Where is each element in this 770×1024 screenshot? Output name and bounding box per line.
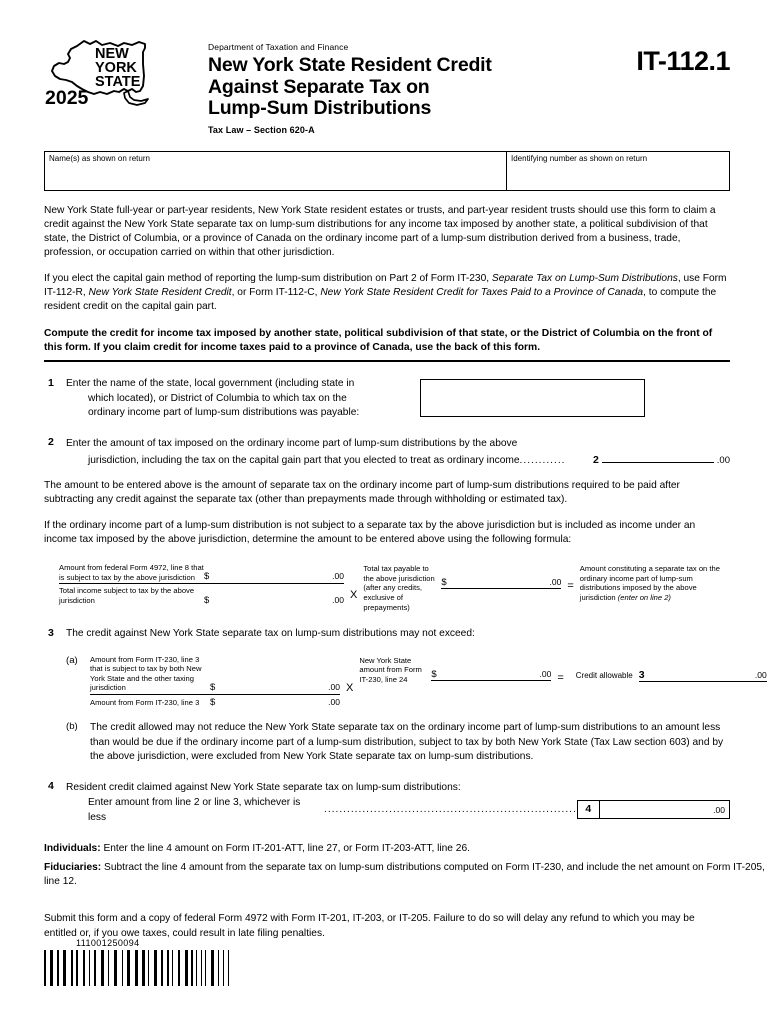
formula-2-numerator-label: Amount from Form IT-230, line 3 that is subject to tax by both New York State and the other taxing jurisdiction bbox=[90, 654, 202, 693]
line-2-input[interactable] bbox=[602, 451, 714, 463]
barcode-area bbox=[44, 938, 232, 986]
line-3-text: The credit against New York State separate tax on lump-sum distributions may not exceed: bbox=[66, 628, 475, 640]
formula-2-denominator-dollar: $ bbox=[210, 697, 216, 709]
individuals-text: Enter the line 4 amount on Form IT-201-ATT, line 27, or Form IT-203-ATT, line 26. bbox=[100, 842, 470, 854]
line-4-index: 4 bbox=[578, 801, 600, 818]
formula-1-multiply-sign: X bbox=[350, 588, 358, 601]
fiduciaries-label: Fiduciaries: bbox=[44, 861, 102, 873]
line-3 bbox=[44, 627, 730, 642]
line-3b bbox=[44, 721, 730, 765]
line-4-text-row-2: Enter amount from line 2 or line 3, whichever is less bbox=[88, 796, 301, 823]
line-3-number: 3 bbox=[48, 627, 54, 640]
intro-p2-italic-1: Separate Tax on Lump-Sum Distributions bbox=[491, 272, 678, 284]
line-4-number: 4 bbox=[48, 779, 54, 792]
form-header bbox=[0, 0, 770, 135]
formula-2-equals-sign: = bbox=[557, 671, 564, 684]
intro-p2-part-d: , to compute the resident credit on the capital gain part. bbox=[44, 286, 717, 313]
formula-2-numerator-dollar: $ bbox=[210, 682, 216, 694]
line-3b-marker: (b) bbox=[66, 721, 78, 733]
ny-state-outline-icon bbox=[44, 34, 166, 116]
intro-paragraph-1: New York State full-year or part-year residents, New York State resident estates or trusts, and part-year resident trusts should use this form to claim a credit against the New York State separate tax on lump-sum distributions for any income tax imposed by another state, a political subdivision of that state, the District of Columbia, or a province of Canada on the ordinary income part of a lump-sum distribution derived from a business, trade, profession, or occupation carried on within that other jurisdiction. bbox=[44, 204, 716, 259]
tax-law-citation: Tax Law – Section 620-A bbox=[208, 124, 315, 135]
department-label: Department of Taxation and Finance bbox=[208, 42, 349, 52]
individuals-label: Individuals: bbox=[44, 842, 101, 854]
fiduciaries-note bbox=[44, 861, 770, 891]
section-divider bbox=[44, 360, 730, 362]
formula-2-middle-dollar: $ bbox=[431, 668, 437, 680]
line-1-text bbox=[66, 377, 396, 421]
identifying-number-field[interactable] bbox=[507, 152, 729, 190]
formula-2-middle-label: New York State amount from Form IT-230, line 24 bbox=[359, 655, 422, 684]
line-1-number: 1 bbox=[48, 377, 54, 390]
line-2-index: 2 bbox=[592, 453, 599, 466]
intro-p2-italic-2: New York State Resident Credit bbox=[88, 286, 232, 298]
barcode-image bbox=[44, 950, 232, 986]
formula-1-numerator-cents: .00 bbox=[332, 571, 344, 582]
formula-1-result-italic: (enter on line 2) bbox=[617, 592, 671, 602]
intro-p2-part-c: , or Form IT-112-C, bbox=[231, 286, 321, 298]
formula-2-denominator-label: Amount from Form IT-230, line 3 bbox=[90, 698, 200, 708]
logo-new-text: NEW bbox=[95, 46, 129, 62]
formula-2-denominator-cents: .00 bbox=[328, 697, 340, 708]
logo-york-text: YORK bbox=[95, 60, 137, 76]
form-title-line-1: New York State Resident Credit bbox=[208, 54, 492, 76]
line-3a bbox=[44, 654, 767, 709]
formula-line-2 bbox=[44, 563, 730, 612]
intro-p2-part-a: If you elect the capital gain method of reporting the lump-sum distribution on Part 2 of Form IT-230, bbox=[44, 272, 492, 284]
formula-1-numerator-label: Amount from federal Form 4972, line 8 that is subject to tax by the above jurisdiction bbox=[59, 563, 204, 582]
line-4-text-row-1: Resident credit claimed against New York State separate tax on lump-sum distributions: bbox=[66, 781, 461, 793]
formula-1-middle-label: Total tax payable to the above jurisdiction (after any credits, exclusive of prepayments) bbox=[363, 564, 435, 612]
formula-1-result-label bbox=[580, 563, 730, 602]
line-4-input[interactable]: .00 bbox=[713, 804, 725, 815]
formula-1-fraction bbox=[59, 563, 344, 605]
logo-state-text: STATE bbox=[95, 74, 141, 90]
form-title-block bbox=[166, 34, 560, 135]
line-2-leader-dots: ............ bbox=[519, 454, 566, 466]
line-1-text-row-2: which located), or District of Columbia to which tax on the bbox=[88, 392, 347, 404]
line-3a-marker: (a) bbox=[66, 654, 78, 666]
form-title-line-2: Against Separate Tax on bbox=[208, 75, 430, 98]
name-field-label: Name(s) as shown on return bbox=[49, 153, 150, 163]
line-2-number: 2 bbox=[48, 435, 54, 448]
formula-1-denominator-label: Total income subject to tax by the above jurisdiction bbox=[59, 586, 195, 605]
formula-1-fraction-bar bbox=[59, 583, 344, 584]
new-york-state-logo bbox=[44, 34, 166, 116]
formula-2-middle-cents: .00 bbox=[539, 668, 552, 679]
identifying-number-label: Identifying number as shown on return bbox=[511, 153, 648, 163]
line-3-index: 3 bbox=[638, 668, 645, 681]
logo-year-text: 2025 bbox=[45, 87, 89, 109]
line-4-leader-dots: .................................................................. bbox=[324, 804, 577, 816]
intro-p2-italic-3: New York State Resident Credit for Taxes Paid to a Province of Canada bbox=[320, 286, 644, 298]
form-title-line-3: Lump-Sum Distributions bbox=[208, 97, 432, 119]
formula-1-denominator-dollar: $ bbox=[204, 594, 210, 606]
form-body bbox=[0, 204, 770, 825]
fiduciaries-text: Subtract the line 4 amount from the separate tax on lump-sum distributions computed on Form IT-230, and include the net amount on Form IT-205, line 12. bbox=[44, 861, 765, 888]
formula-2-fraction-bar bbox=[90, 694, 340, 695]
line-1 bbox=[44, 377, 730, 421]
submit-instructions: Submit this form and a copy of federal Form 4972 with Form IT-201, IT-203, or IT-205. Failure to do so will delay any refund to which you may be entitled or, if you owe taxes, could result in late filing penalties. bbox=[44, 913, 695, 939]
form-title bbox=[208, 55, 560, 120]
intro-p2-part-b: , use Form IT-112-R, bbox=[44, 272, 727, 298]
form-number: IT-112.1 bbox=[636, 46, 730, 76]
line-2-note-2: If the ordinary income part of a lump-sum distribution is not subject to a separate tax by the above jurisdiction but is included as income under an income tax imposed by the above jurisdiction, determine the amount to be entered above using the following formula: bbox=[44, 519, 696, 545]
barcode-number: 111001250094 bbox=[76, 938, 140, 948]
compute-credit-note: Compute the credit for income tax imposed by another state, political subdivision of that state, or the District of Columbia on the front of this form. If you claim credit for income taxes paid to a province of Canada, use the back of this form. bbox=[44, 327, 713, 353]
line-4 bbox=[44, 780, 730, 825]
name-field[interactable] bbox=[45, 152, 507, 190]
formula-line-3a bbox=[90, 655, 767, 708]
credit-allowable-label: Credit allowable bbox=[575, 670, 633, 680]
footnotes bbox=[0, 842, 770, 890]
identity-box bbox=[44, 151, 730, 191]
line-2-text-row-1: Enter the amount of tax imposed on the ordinary income part of lump-sum distributions by the above bbox=[66, 437, 518, 449]
formula-2-multiply-sign: X bbox=[346, 682, 354, 695]
line-2 bbox=[44, 436, 730, 468]
line-4-field[interactable] bbox=[577, 800, 730, 819]
line-2-note-1: The amount to be entered above is the amount of separate tax on the ordinary income part of lump-sum distributions required to be paid after subtracting any credit against the separate tax (other than prepayments made through withholding or estimated tax). bbox=[44, 479, 680, 506]
formula-1-numerator-dollar: $ bbox=[204, 571, 210, 583]
formula-1-denominator-cents: .00 bbox=[332, 594, 344, 605]
formula-1-middle-dollar: $ bbox=[441, 577, 447, 589]
line-3b-text: The credit allowed may not reduce the New York State separate tax on the ordinary income part of lump-sum distributions to an amount less than would be due if the ordinary income part of a lump-sum distribution, subject to tax by both New York State (Tax Law section 603) and by the above jurisdiction, were excluded from New York State separate tax on lump-sum distributions. bbox=[90, 722, 724, 763]
line-1-input[interactable] bbox=[420, 379, 645, 417]
line-1-text-row-3: ordinary income part of lump-sum distributions was payable: bbox=[88, 407, 360, 419]
individuals-note bbox=[44, 842, 770, 857]
formula-1-result-text: Amount constituting a separate tax on the ordinary income part of lump-sum distributions imposed by the above jurisdiction bbox=[579, 564, 720, 602]
formula-1-middle-cents: .00 bbox=[549, 577, 562, 588]
line-1-text-row-1: Enter the name of the state, local government (including state in bbox=[66, 378, 355, 390]
formula-2-numerator-cents: .00 bbox=[328, 682, 340, 693]
intro-paragraph-2 bbox=[44, 272, 730, 315]
line-3-cents: .00 bbox=[754, 669, 767, 680]
line-2-text-row-2: jurisdiction, including the tax on the capital gain part that you elected to treat as ordinary income bbox=[88, 454, 520, 466]
formula-1-equals-sign: = bbox=[567, 580, 574, 593]
formula-2-fraction bbox=[90, 655, 340, 708]
line-2-cents: .00 bbox=[716, 454, 730, 466]
